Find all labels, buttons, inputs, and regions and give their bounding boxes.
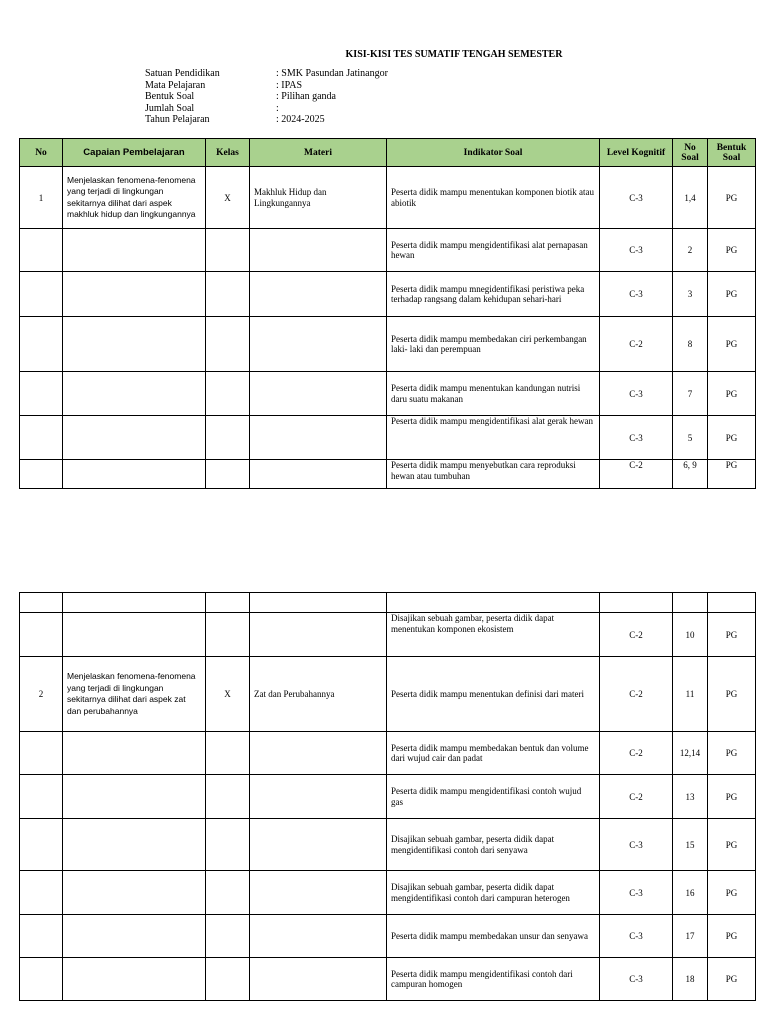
cell-capaian	[63, 958, 206, 1001]
table-row	[20, 657, 756, 732]
table-row	[20, 229, 756, 272]
cell-indikator: Peserta didik mampu mengidentifikasi contoh wujud gas	[387, 775, 600, 819]
table-row	[20, 317, 756, 372]
cell-no: 2	[20, 657, 63, 732]
cell-materi	[250, 958, 387, 1001]
meta-key: Mata Pelajaran	[145, 79, 206, 91]
cell-bentuk: PG	[708, 317, 756, 372]
cell-materi	[250, 732, 387, 775]
table-row	[20, 819, 756, 871]
cell-indikator: Peserta didik mampu mengidentifikasi alat pernapasan hewan	[387, 229, 600, 272]
cell-level: C-3	[600, 229, 673, 272]
cell-no	[20, 372, 63, 416]
cell-level: C-3	[600, 958, 673, 1001]
cell-indikator: Peserta didik mampu membedakan ciri perkembangan laki- laki dan perempuan	[387, 317, 600, 372]
cell-bentuk	[708, 593, 756, 613]
cell-bentuk: PG	[708, 416, 756, 460]
cell-capaian	[63, 416, 206, 460]
meta-row	[145, 68, 388, 80]
cell-level: C-3	[600, 819, 673, 871]
table-row	[20, 460, 756, 489]
cell-materi	[250, 613, 387, 657]
header-indikator: Indikator Soal	[387, 139, 600, 167]
cell-no-soal: 3	[673, 272, 708, 317]
cell-indikator: Peserta didik mampu mnegidentifikasi peristiwa peka terhadap rangsang dalam kehidupan sehari-hari	[387, 272, 600, 317]
cell-indikator: Peserta didik mampu mengidentifikasi alat gerak hewan	[387, 416, 600, 460]
cell-materi	[250, 317, 387, 372]
cell-kelas	[206, 958, 250, 1001]
cell-capaian	[63, 613, 206, 657]
meta-row	[145, 103, 388, 115]
cell-indikator: Peserta didik mampu menentukan definisi dari materi	[387, 657, 600, 732]
cell-no	[20, 460, 63, 489]
cell-level: C-3	[600, 372, 673, 416]
cell-no	[20, 229, 63, 272]
cell-capaian	[63, 775, 206, 819]
cell-level: C-3	[600, 272, 673, 317]
cell-capaian: Menjelaskan fenomena-fenomena yang terjadi di lingkungan sekitarnya dilihat dari aspek makhluk hidup dan lingkungannya	[63, 167, 206, 229]
meta-row	[145, 91, 388, 103]
cell-no	[20, 317, 63, 372]
cell-no	[20, 732, 63, 775]
meta-value: : IPAS	[276, 79, 303, 91]
cell-materi	[250, 593, 387, 613]
cell-kelas	[206, 272, 250, 317]
table-row	[20, 775, 756, 819]
cell-kelas	[206, 593, 250, 613]
cell-capaian	[63, 317, 206, 372]
cell-no-soal: 2	[673, 229, 708, 272]
cell-level: C-3	[600, 167, 673, 229]
cell-indikator: Peserta didik mampu mengidentifikasi contoh dari campuran homogen	[387, 958, 600, 1001]
cell-capaian	[63, 871, 206, 915]
cell-no	[20, 775, 63, 819]
cell-no-soal: 11	[673, 657, 708, 732]
kisi-table-page-1	[19, 138, 756, 489]
header-no: No	[20, 139, 63, 167]
cell-capaian	[63, 272, 206, 317]
cell-kelas	[206, 613, 250, 657]
cell-no-soal: 1,4	[673, 167, 708, 229]
cell-capaian	[63, 732, 206, 775]
cell-level: C-2	[600, 317, 673, 372]
cell-bentuk: PG	[708, 229, 756, 272]
cell-kelas: X	[206, 167, 250, 229]
cell-no	[20, 871, 63, 915]
table-row	[20, 593, 756, 613]
cell-kelas	[206, 229, 250, 272]
cell-no-soal: 18	[673, 958, 708, 1001]
cell-no	[20, 915, 63, 958]
cell-no-soal	[673, 593, 708, 613]
table-row	[20, 272, 756, 317]
cell-bentuk: PG	[708, 613, 756, 657]
cell-level: C-2	[600, 460, 673, 489]
cell-level: C-3	[600, 416, 673, 460]
cell-materi	[250, 819, 387, 871]
cell-no-soal: 5	[673, 416, 708, 460]
cell-capaian	[63, 915, 206, 958]
cell-bentuk: PG	[708, 372, 756, 416]
cell-bentuk: PG	[708, 272, 756, 317]
cell-no-soal: 17	[673, 915, 708, 958]
cell-materi	[250, 272, 387, 317]
cell-materi: Zat dan Perubahannya	[250, 657, 387, 732]
kisi-table-page-2	[19, 592, 756, 1001]
table-row	[20, 915, 756, 958]
cell-indikator: Peserta didik mampu menyebutkan cara reproduksi hewan atau tumbuhan	[387, 460, 600, 489]
meta-key: Jumlah Soal	[145, 102, 195, 114]
cell-kelas	[206, 460, 250, 489]
cell-indikator: Peserta didik mampu membedakan unsur dan senyawa	[387, 915, 600, 958]
cell-capaian	[63, 593, 206, 613]
meta-key: Tahun Pelajaran	[145, 114, 210, 125]
header-capaian: Capaian Pembelajaran	[63, 139, 206, 167]
header-no-soal: No Soal	[673, 139, 708, 167]
table-row	[20, 958, 756, 1001]
cell-materi	[250, 229, 387, 272]
header-materi: Materi	[250, 139, 387, 167]
cell-materi	[250, 871, 387, 915]
cell-capaian: Menjelaskan fenomena-fenomena yang terjadi di lingkungan sekitarnya dilihat dari aspek zat dan perubahannya	[63, 657, 206, 732]
header-kelas: Kelas	[206, 139, 250, 167]
cell-level	[600, 593, 673, 613]
cell-indikator: Peserta didik mampu menentukan komponen biotik atau abiotik	[387, 167, 600, 229]
cell-no	[20, 593, 63, 613]
cell-no-soal: 15	[673, 819, 708, 871]
cell-kelas	[206, 775, 250, 819]
document-meta	[145, 68, 388, 126]
cell-kelas	[206, 416, 250, 460]
cell-no	[20, 272, 63, 317]
cell-level: C-3	[600, 871, 673, 915]
cell-indikator: Disajikan sebuah gambar, peserta didik dapat mengidentifikasi contoh dari campuran heterogen	[387, 871, 600, 915]
cell-indikator: Peserta didik mampu menentukan kandungan nutrisi daru suatu makanan	[387, 372, 600, 416]
cell-materi	[250, 775, 387, 819]
cell-no	[20, 613, 63, 657]
table-row	[20, 416, 756, 460]
table-row	[20, 732, 756, 775]
header-level: Level Kognitif	[600, 139, 673, 167]
cell-bentuk: PG	[708, 460, 756, 489]
meta-key: Satuan Pendidikan	[145, 68, 220, 79]
cell-bentuk: PG	[708, 958, 756, 1001]
table-row	[20, 613, 756, 657]
cell-level: C-2	[600, 613, 673, 657]
cell-bentuk: PG	[708, 775, 756, 819]
cell-kelas	[206, 732, 250, 775]
cell-no-soal: 10	[673, 613, 708, 657]
cell-no-soal: 16	[673, 871, 708, 915]
cell-bentuk: PG	[708, 819, 756, 871]
cell-bentuk: PG	[708, 167, 756, 229]
cell-kelas	[206, 372, 250, 416]
cell-bentuk: PG	[708, 915, 756, 958]
cell-kelas	[206, 871, 250, 915]
meta-row	[145, 80, 388, 92]
cell-no-soal: 8	[673, 317, 708, 372]
table-row	[20, 372, 756, 416]
cell-materi	[250, 915, 387, 958]
meta-value: : 2024-2025	[276, 114, 325, 125]
meta-key: Bentuk Soal	[145, 91, 195, 102]
cell-bentuk: PG	[708, 871, 756, 915]
cell-no-soal: 6, 9	[673, 460, 708, 489]
meta-row	[145, 114, 388, 126]
cell-level: C-2	[600, 775, 673, 819]
table-header-row	[20, 139, 756, 167]
cell-indikator: Disajikan sebuah gambar, peserta didik dapat mengidentifikasi contoh dari senyawa	[387, 819, 600, 871]
meta-value: :	[276, 102, 279, 114]
cell-indikator: Peserta didik mampu membedakan bentuk dan volume dari wujud cair dan padat	[387, 732, 600, 775]
cell-no	[20, 416, 63, 460]
cell-capaian	[63, 819, 206, 871]
cell-kelas	[206, 317, 250, 372]
cell-capaian	[63, 372, 206, 416]
cell-level: C-2	[600, 657, 673, 732]
cell-materi: Makhluk Hidup dan Lingkungannya	[250, 167, 387, 229]
meta-value: : SMK Pasundan Jatinangor	[276, 68, 388, 79]
cell-indikator	[387, 593, 600, 613]
header-bentuk: Bentuk Soal	[708, 139, 756, 167]
cell-no-soal: 7	[673, 372, 708, 416]
cell-level: C-2	[600, 732, 673, 775]
cell-kelas	[206, 819, 250, 871]
cell-no-soal: 13	[673, 775, 708, 819]
cell-no	[20, 819, 63, 871]
cell-bentuk: PG	[708, 732, 756, 775]
cell-kelas	[206, 915, 250, 958]
meta-value: : Pilihan ganda	[276, 91, 336, 102]
cell-capaian	[63, 229, 206, 272]
cell-materi	[250, 460, 387, 489]
cell-no-soal: 12,14	[673, 732, 708, 775]
cell-bentuk: PG	[708, 657, 756, 732]
cell-no: 1	[20, 167, 63, 229]
cell-level: C-3	[600, 915, 673, 958]
cell-no	[20, 958, 63, 1001]
cell-kelas: X	[206, 657, 250, 732]
table-row	[20, 871, 756, 915]
cell-capaian	[63, 460, 206, 489]
document-title: KISI-KISI TES SUMATIF TENGAH SEMESTER	[345, 49, 563, 60]
cell-indikator: Disajikan sebuah gambar, peserta didik dapat menentukan komponen ekosistem	[387, 613, 600, 657]
table-row	[20, 167, 756, 229]
cell-materi	[250, 372, 387, 416]
cell-materi	[250, 416, 387, 460]
